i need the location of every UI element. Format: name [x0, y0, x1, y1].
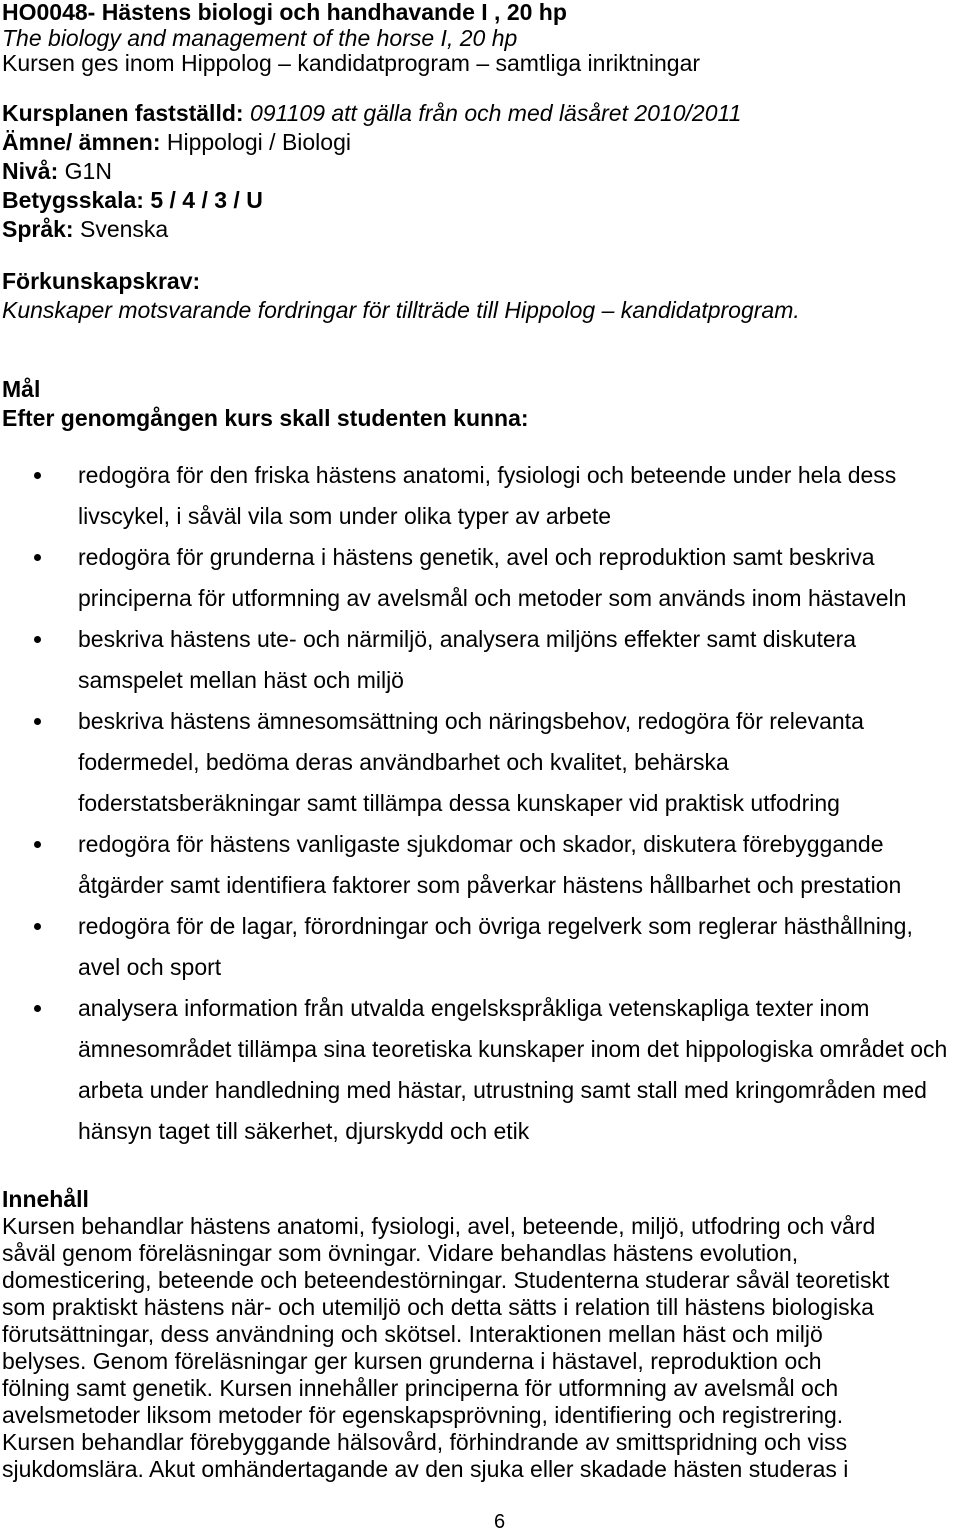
- content-line: sjukdomslära. Akut omhändertagande av den sjuka eller skadade hästen studeras i: [2, 1455, 849, 1482]
- goal-line: samspelet mellan häst och miljö: [78, 666, 404, 693]
- goal-line: redogöra för grunderna i hästens genetik, avel och reproduktion samt beskriva: [78, 543, 875, 570]
- goal-line: beskriva hästens ute- och närmiljö, analysera miljöns effekter samt diskutera: [78, 625, 857, 652]
- language-value: Svenska: [79, 215, 169, 242]
- goal-line: livscykel, i såväl vila som under olika typer av arbete: [78, 502, 612, 529]
- goal-item: [0, 824, 947, 906]
- goal-item: [0, 906, 947, 988]
- course-title: HO0048- Hästens biologi och handhavande I , 20 hp: [2, 0, 567, 25]
- goal-line: redogöra för de lagar, förordningar och övriga regelverk som reglerar hästhållning,: [78, 912, 913, 939]
- course-meta: [2, 99, 741, 244]
- content-line: fölning samt genetik. Kursen innehåller principerna för utformning av avelsmål och: [2, 1374, 839, 1401]
- goal-line: hänsyn taget till säkerhet, djurskydd och etik: [78, 1117, 530, 1144]
- content-line: såväl genom föreläsningar som övningar. Vidare behandlas hästens evolution,: [2, 1239, 799, 1266]
- level-label: Nivå:: [2, 157, 59, 184]
- bullet-icon: [34, 636, 41, 643]
- subject-value: Hippologi / Biologi: [166, 128, 351, 155]
- goals-list: [0, 455, 947, 1152]
- prerequisites-section: [2, 267, 800, 325]
- level-value: G1N: [64, 157, 112, 184]
- subject-row: [2, 128, 741, 157]
- content-line: avelsmetoder liksom metoder för egenskapsprövning, identifiering och registrering.: [2, 1401, 844, 1428]
- content-section: [2, 1186, 889, 1483]
- syllabus-value: 091109 att gälla från och med läsåret 2010/2011: [249, 99, 742, 126]
- prerequisites-text: Kunskaper motsvarande fordringar för tillträde till Hippolog – kandidatprogram.: [2, 296, 800, 323]
- bullet-icon: [34, 1005, 41, 1012]
- language-row: [2, 215, 741, 244]
- bullet-icon: [34, 923, 41, 930]
- goal-line: avel och sport: [78, 953, 222, 980]
- goal-item: [0, 619, 947, 701]
- goal-line: analysera information från utvalda engelskspråkliga vetenskapliga texter inom: [78, 994, 870, 1021]
- subject-label: Ämne/ ämnen:: [2, 128, 161, 155]
- goals-intro: Efter genomgången kurs skall studenten kunna:: [2, 404, 529, 431]
- goal-line: redogöra för den friska hästens anatomi, fysiologi och beteende under hela dess: [78, 461, 897, 488]
- page-number: 6: [494, 1511, 506, 1533]
- syllabus-label: Kursplanen fastställd:: [2, 99, 244, 126]
- goal-line: ämnesområdet tillämpa sina teoretiska kunskaper inom det hippologiska området och: [78, 1035, 948, 1062]
- goal-line: beskriva hästens ämnesomsättning och näringsbehov, redogöra för relevanta: [78, 707, 864, 734]
- course-header: [2, 0, 700, 77]
- content-line: som praktiskt hästens när- och utemiljö och detta sätts i relation till hästens biologiska: [2, 1293, 874, 1320]
- content-line: belyses. Genom föreläsningar ger kursen grunderna i hästavel, reproduktion och: [2, 1347, 822, 1374]
- bullet-icon: [34, 554, 41, 561]
- course-program: Kursen ges inom Hippolog – kandidatprogram – samtliga inriktningar: [2, 50, 701, 76]
- course-title-english: The biology and management of the horse I, 20 hp: [2, 24, 518, 51]
- goals-heading: Mål: [2, 375, 41, 402]
- bullet-icon: [34, 718, 41, 725]
- goal-line: foderstatsberäkningar samt tillämpa dessa kunskaper vid praktisk utfodring: [78, 789, 840, 816]
- grading-row: [2, 186, 741, 215]
- language-label: Språk:: [2, 215, 74, 242]
- grading-value: 5 / 4 / 3 / U: [150, 186, 263, 213]
- content-line: förutsättningar, dess användning och skötsel. Interaktionen mellan häst och miljö: [2, 1320, 823, 1347]
- content-line: domesticering, beteende och beteendestörningar. Studenterna studerar såväl teoretiskt: [2, 1266, 890, 1293]
- goals-section-heading: [2, 375, 529, 433]
- content-heading: Innehåll: [2, 1185, 89, 1212]
- bullet-icon: [34, 472, 41, 479]
- goal-line: åtgärder samt identifiera faktorer som påverkar hästens hållbarhet och prestation: [78, 871, 902, 898]
- goal-line: arbeta under handledning med hästar, utrustning samt stall med kringområden med: [78, 1076, 927, 1103]
- bullet-icon: [34, 841, 41, 848]
- syllabus-row: [2, 99, 741, 128]
- content-line: Kursen behandlar förebyggande hälsovård, förhindrande av smittspridning och viss: [2, 1428, 848, 1455]
- goal-item: [0, 988, 947, 1152]
- content-line: Kursen behandlar hästens anatomi, fysiologi, avel, beteende, miljö, utfodring och vård: [2, 1212, 876, 1239]
- goal-item: [0, 455, 947, 537]
- goal-item: [0, 701, 947, 824]
- goal-line: redogöra för hästens vanligaste sjukdomar och skador, diskutera förebyggande: [78, 830, 884, 857]
- goal-line: fodermedel, bedöma deras användbarhet och kvalitet, behärska: [78, 748, 729, 775]
- prerequisites-heading: Förkunskapskrav:: [2, 267, 201, 294]
- level-row: [2, 157, 741, 186]
- goal-item: [0, 537, 947, 619]
- goal-line: principerna för utformning av avelsmål och metoder som används inom hästaveln: [78, 584, 907, 611]
- grading-label: Betygsskala:: [2, 186, 144, 213]
